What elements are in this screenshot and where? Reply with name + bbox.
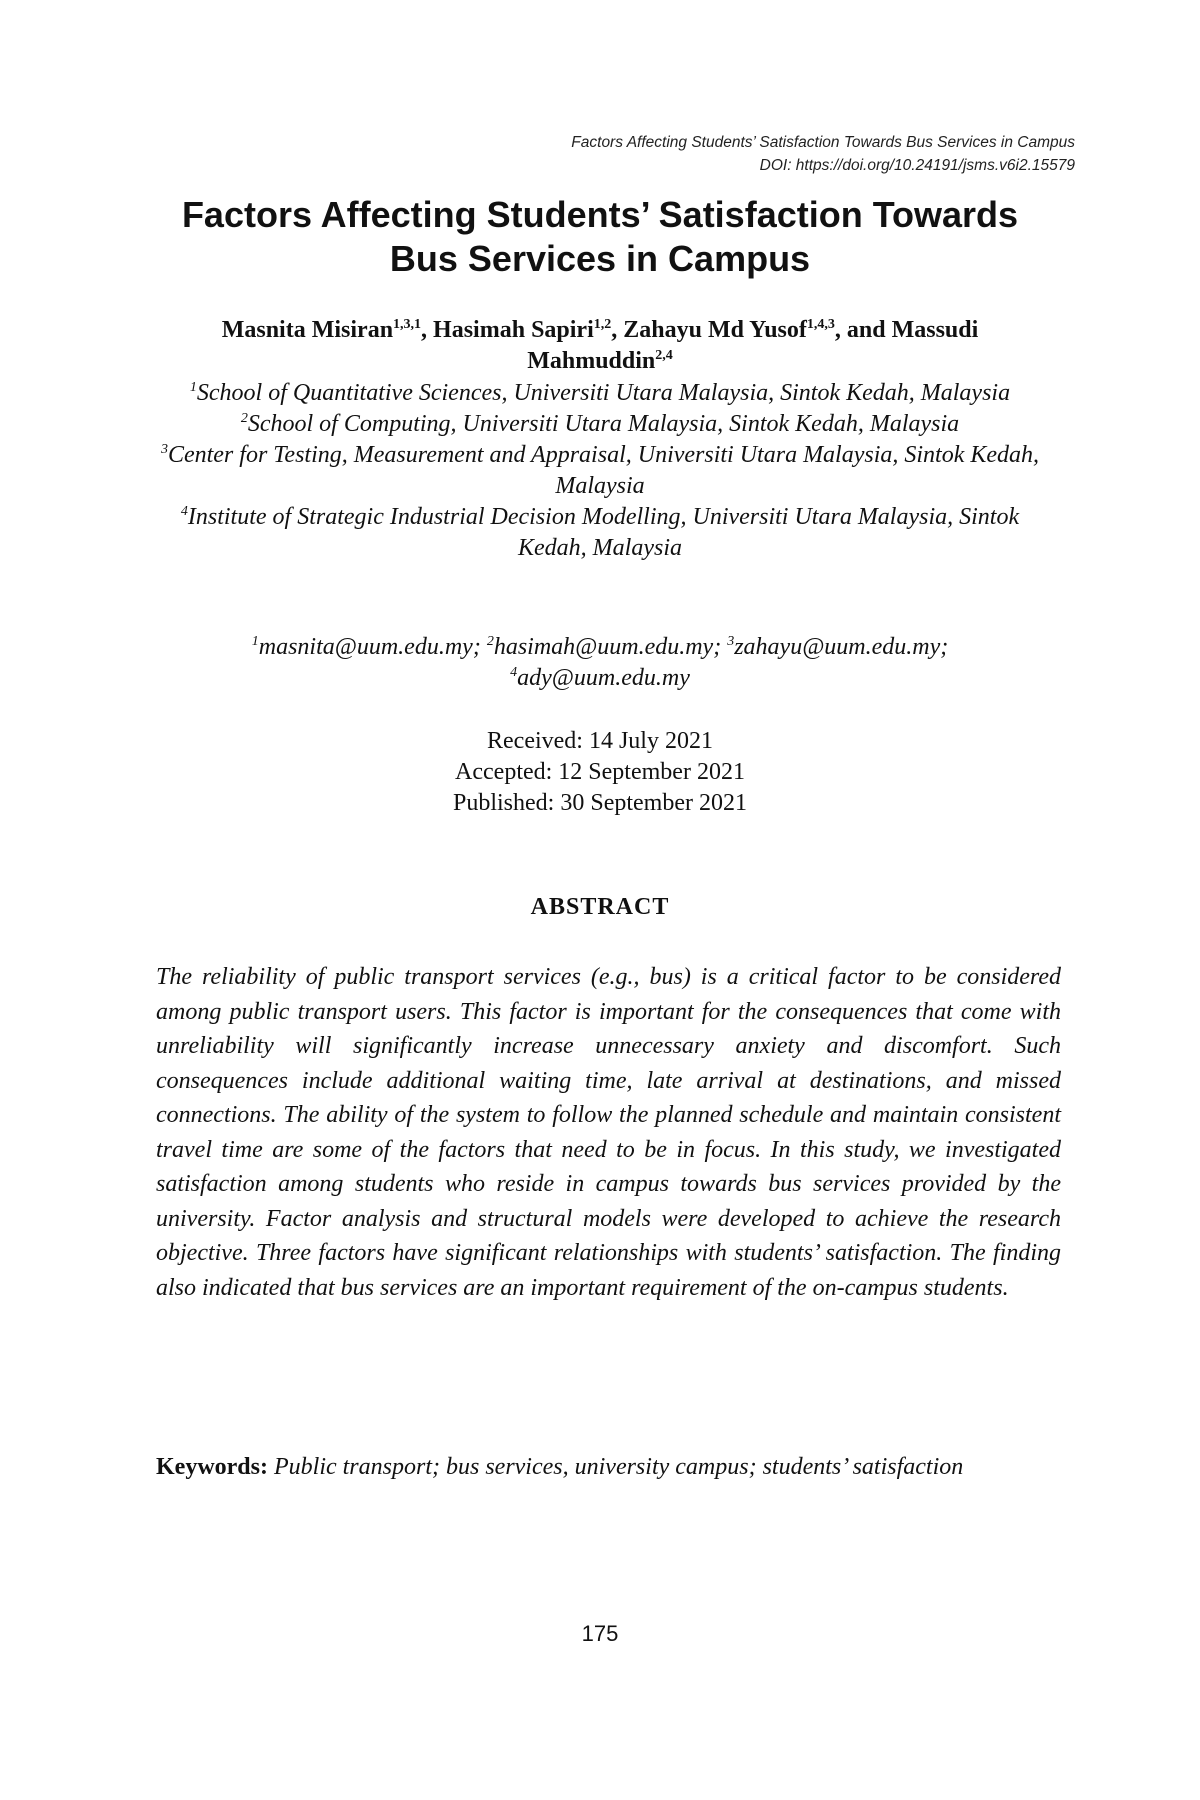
affiliation-text: Institute of Strategic Industrial Decision Modelling, Universiti Utara Malaysia, Sintok Kedah, Malaysia — [187, 504, 1020, 561]
email-address: ady@uum.edu.my — [517, 665, 690, 691]
affiliation-item — [150, 409, 1050, 440]
paper-title-line-1: Factors Affecting Students’ Satisfaction Towards — [181, 194, 1019, 235]
author-separator: , — [611, 317, 624, 343]
running-header — [375, 131, 1075, 177]
author-name: Masnita Misiran — [221, 317, 394, 343]
email-separator: ; — [940, 634, 949, 660]
author-name: Zahayu Md Yusof — [623, 317, 807, 343]
author-name: Hasimah Sapiri — [433, 317, 594, 343]
email-separator: ; — [713, 634, 728, 660]
paper-title-line-2: Bus Services in Campus — [389, 238, 811, 279]
author-affiliation-mark: 2,4 — [655, 348, 673, 363]
keywords-label: Keywords: — [156, 1454, 268, 1480]
affiliation-list — [150, 378, 1050, 564]
author-list — [150, 315, 1050, 377]
email-mark: 1 — [251, 634, 259, 649]
email-separator: ; — [472, 634, 487, 660]
author-affiliation-mark: 1,2 — [593, 317, 612, 332]
author-affiliation-mark: 1,4,3 — [806, 317, 835, 332]
email-mark: 2 — [486, 634, 494, 649]
paper-title — [130, 193, 1070, 281]
published-date: Published: 30 September 2021 — [453, 790, 747, 816]
abstract-body: The reliability of public transport services (e.g., bus) is a critical factor to be considered among public transport users. This factor is important for the consequences that come with unreliability will significantly increase unnecessary anxiety and discomfort. Such consequences include additional waiting time, late arrival at destinations, and missed connections. The ability of the system to follow the planned schedule and maintain consistent travel time are some of the factors that need to be in focus. In this study, we investigated satisfaction among students who reside in campus towards bus services provided by the university. Factor analysis and structural models were developed to achieve the research objective. Three factors have significant relationships with students’ satisfaction. The finding also indicated that bus services are an important requirement of the on-campus students. — [156, 964, 1061, 1301]
email-mark: 3 — [727, 634, 735, 649]
accepted-date: Accepted: 12 September 2021 — [455, 759, 745, 785]
author-separator: , and — [834, 317, 892, 343]
affiliation-mark: 4 — [180, 504, 188, 519]
running-header-title: Factors Affecting Students’ Satisfaction Towards Bus Services in Campus — [571, 134, 1075, 151]
publication-dates — [300, 726, 900, 819]
affiliation-mark: 1 — [189, 380, 197, 395]
affiliation-mark: 2 — [240, 411, 248, 426]
keywords-text: Public transport; bus services, university campus; students’ satisfaction — [273, 1454, 964, 1480]
affiliation-mark: 3 — [160, 442, 168, 457]
email-address: hasimah@uum.edu.my — [493, 634, 714, 660]
email-list — [150, 632, 1050, 694]
author-affiliation-mark: 1,3,1 — [393, 317, 422, 332]
affiliation-text: Center for Testing, Measurement and Appraisal, Universiti Utara Malaysia, Sintok Kedah, Malaysia — [167, 442, 1040, 499]
page-number: 175 — [581, 1621, 619, 1646]
affiliation-text: School of Quantitative Sciences, Universiti Utara Malaysia, Sintok Kedah, Malaysia — [196, 380, 1011, 406]
affiliation-item — [150, 502, 1050, 564]
received-date: Received: 14 July 2021 — [487, 728, 713, 754]
affiliation-text: School of Computing, Universiti Utara Malaysia, Sintok Kedah, Malaysia — [247, 411, 960, 437]
affiliation-item — [150, 440, 1050, 502]
email-mark: 4 — [510, 665, 518, 680]
abstract-heading: ABSTRACT — [530, 894, 670, 920]
running-header-doi: DOI: https://doi.org/10.24191/jsms.v6i2.15579 — [759, 157, 1075, 174]
email-address: masnita@uum.edu.my — [258, 634, 473, 660]
keywords-section — [156, 1450, 1061, 1485]
author-separator: , — [421, 317, 434, 343]
email-address: zahayu@uum.edu.my — [734, 634, 941, 660]
affiliation-item — [150, 378, 1050, 409]
author-name: Massudi Mahmuddin — [527, 317, 979, 374]
